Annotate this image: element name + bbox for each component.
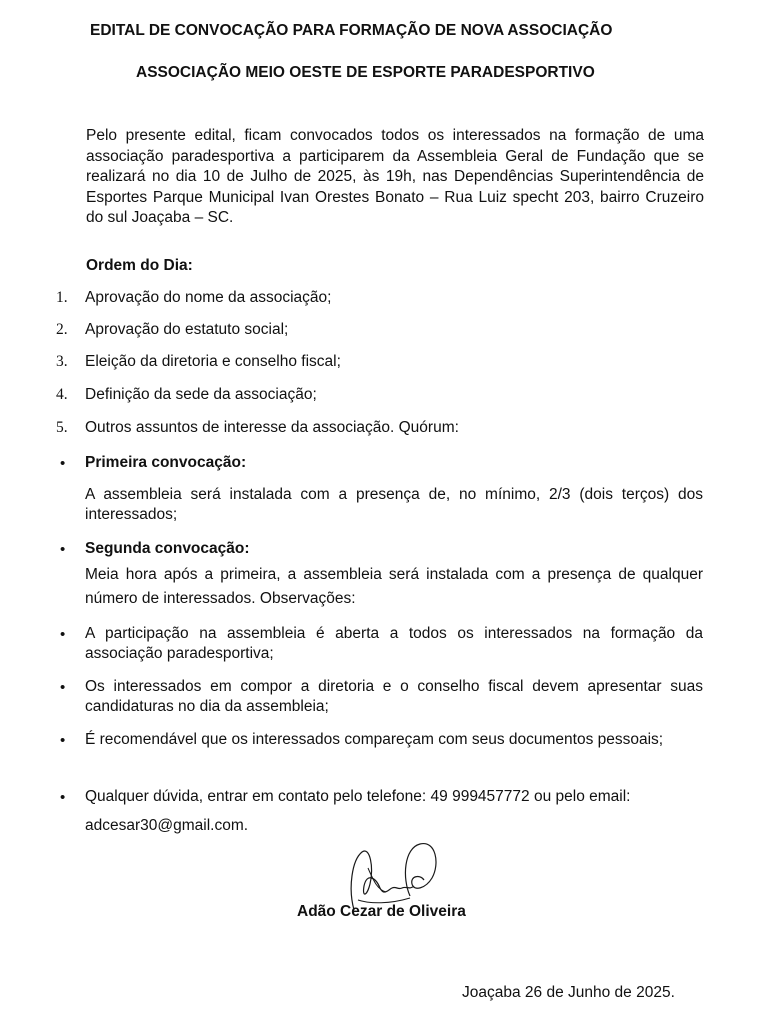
bullet-marker: •: [60, 732, 66, 749]
agenda-heading: Ordem do Dia:: [86, 257, 193, 274]
document-title: EDITAL DE CONVOCAÇÃO PARA FORMAÇÃO DE NOVA ASSOCIAÇÃO: [90, 22, 613, 39]
agenda-item-number: 4.: [56, 386, 68, 403]
bullet-marker: •: [60, 455, 66, 472]
document-date: Joaçaba 26 de Junho de 2025.: [462, 984, 675, 1001]
signer-name: Adão Cezar de Oliveira: [297, 903, 466, 920]
first-call-text: A assembleia será instalada com a presença de, no mínimo, 2/3 (dois terços) dos interessados;: [85, 486, 703, 523]
contact-email: adcesar30@gmail.com.: [85, 817, 249, 834]
agenda-item-text: Aprovação do estatuto social;: [85, 321, 289, 338]
observation-item: Qualquer dúvida, entrar em contato pelo telefone: 49 999457772 ou pelo email:: [85, 788, 631, 805]
bullet-marker: •: [60, 789, 66, 806]
second-call-heading: Segunda convocação:: [85, 540, 250, 557]
agenda-item-text: Eleição da diretoria e conselho fiscal;: [85, 353, 341, 370]
agenda-item-number: 5.: [56, 419, 68, 436]
agenda-item-text: Aprovação do nome da associação;: [85, 289, 332, 306]
agenda-item-text: Definição da sede da associação;: [85, 386, 317, 403]
agenda-item-number: 1.: [56, 289, 68, 306]
agenda-item-number: 3.: [56, 353, 68, 370]
agenda-item-text: Outros assuntos de interesse da associação. Quórum:: [85, 419, 459, 436]
second-call-text: Meia hora após a primeira, a assembleia será instalada com a presença de qualquer número de interessados. Observações:: [85, 566, 703, 607]
observation-item: A participação na assembleia é aberta a todos os interessados na formação da associação paradesportiva;: [85, 625, 703, 662]
first-call-heading: Primeira convocação:: [85, 454, 247, 471]
observation-item: Os interessados em compor a diretoria e o conselho fiscal devem apresentar suas candidaturas no dia da assembleia;: [85, 678, 703, 715]
association-name: ASSOCIAÇÃO MEIO OESTE DE ESPORTE PARADESPORTIVO: [136, 64, 595, 81]
observation-item: É recomendável que os interessados compareçam com seus documentos pessoais;: [85, 731, 664, 748]
bullet-marker: •: [60, 679, 66, 696]
bullet-marker: •: [60, 626, 66, 643]
bullet-marker: •: [60, 541, 66, 558]
intro-paragraph: Pelo presente edital, ficam convocados todos os interessados na formação de uma associação paradesportiva a participarem da Assembleia Geral de Fundação que se realizará no dia 10 de Julho de 2025, às 19h, nas Dependências Superintendência de Esportes Parque Municipal Ivan Orestes Bonato – Rua Luiz specht 203, bairro Cruzeiro do sul Joaçaba – SC.: [86, 127, 704, 226]
agenda-item-number: 2.: [56, 321, 68, 338]
